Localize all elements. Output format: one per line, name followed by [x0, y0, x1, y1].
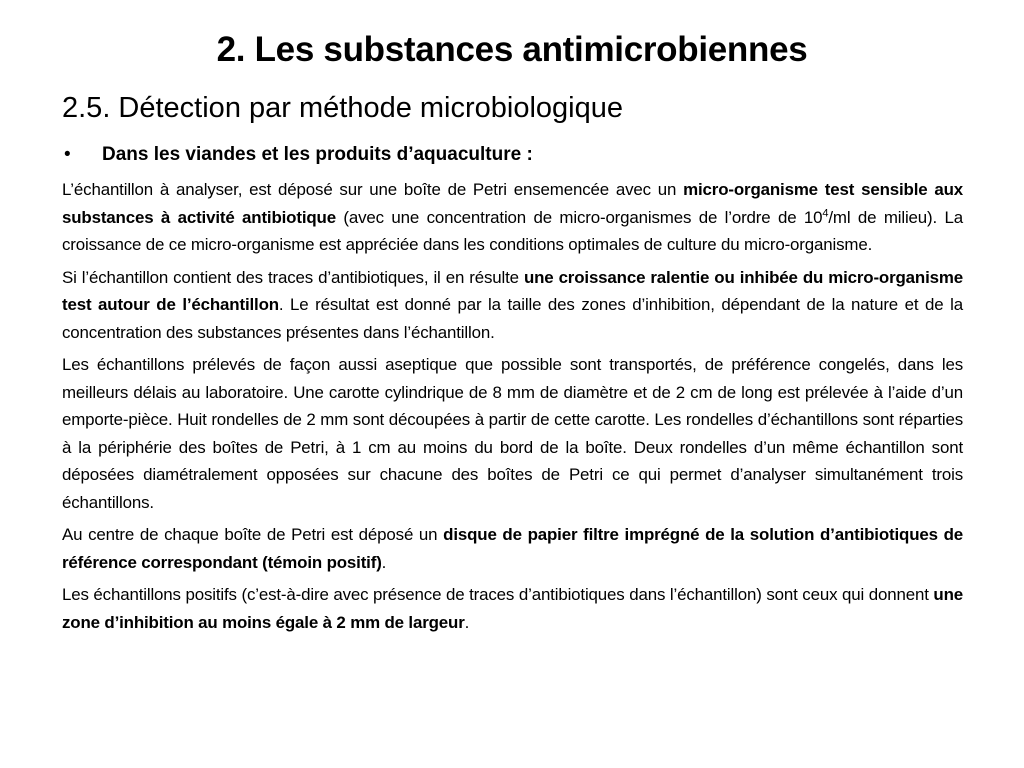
paragraph-5-bold: une zone d’inhibition au moins égale à 2 mm de largeur — [62, 585, 963, 632]
paragraph-3 — [62, 351, 963, 516]
paragraph-5 — [62, 581, 963, 636]
slide-title: 2. Les substances antimicrobiennes — [216, 30, 808, 69]
paragraph-1 — [62, 176, 963, 259]
bullet-icon: • — [64, 144, 71, 165]
paragraph-4-text-a: Au centre de chaque boîte de Petri est déposé un — [62, 525, 444, 544]
paragraph-1-bold: micro-organisme test sensible aux substances à activité antibiotique — [62, 180, 964, 227]
body-text — [62, 176, 963, 641]
paragraph-5-text-c: . — [464, 612, 470, 632]
paragraph-3-text: Les échantillons prélevés de façon aussi aseptique que possible sont transportés, de préférence congelés, dans les meilleurs délais au laboratoire. Une carotte cylindrique de 8 mm de diamètre et de 2 cm de long est prélevée à l’aide d’un emporte-pièce. Huit rondelles de 2 mm sont découpées à partir de cette carotte. Les rondelles d’échantillons sont réparties à la périphérie des boîtes de Petri, à 1 cm au moins du bord de la boîte. Deux rondelles d’un même échantillon sont déposées diamétralement opposées sur chacune des boîtes de Petri ce qui permet d’analyser simultanément trois échantillons. — [62, 355, 963, 512]
paragraph-4-text-c: . — [381, 552, 387, 572]
paragraph-4-bold: disque de papier filtre imprégné de la solution d’antibiotiques de référence correspondant (témoin positif) — [62, 525, 963, 572]
section-subtitle: 2.5. Détection par méthode microbiologique — [62, 92, 623, 124]
paragraph-2-bold: une croissance ralentie ou inhibée du micro-organisme test autour de l’échantillon — [62, 267, 963, 314]
bullet-heading-text: Dans les viandes et les produits d’aquaculture : — [102, 144, 533, 165]
paragraph-2 — [62, 264, 963, 347]
bullet-heading — [64, 141, 533, 169]
paragraph-1-text-c: (avec une concentration de micro-organismes de l’ordre de 10 — [335, 207, 823, 227]
paragraph-1-text-a: L’échantillon à analyser, est déposé sur une boîte de Petri ensemencée avec un — [62, 180, 684, 199]
paragraph-1-text-d: /ml de milieu). La croissance de ce micro-organisme est appréciée dans les conditions optimales de culture du micro-organisme. — [62, 207, 963, 254]
paragraph-4 — [62, 521, 963, 576]
paragraph-1-exponent: 4 — [822, 206, 829, 219]
paragraph-2-text-c: . Le résultat est donné par la taille des zones d’inhibition, dépendant de la nature et de la concentration des substances présentes dans l’échantillon. — [62, 295, 963, 342]
paragraph-2-text-a: Si l’échantillon contient des traces d’antibiotiques, il en résulte — [62, 267, 524, 287]
paragraph-5-text-a: Les échantillons positifs (c’est-à-dire avec présence de traces d’antibiotiques dans l’échantillon) sont ceux qui donnent — [62, 585, 934, 604]
